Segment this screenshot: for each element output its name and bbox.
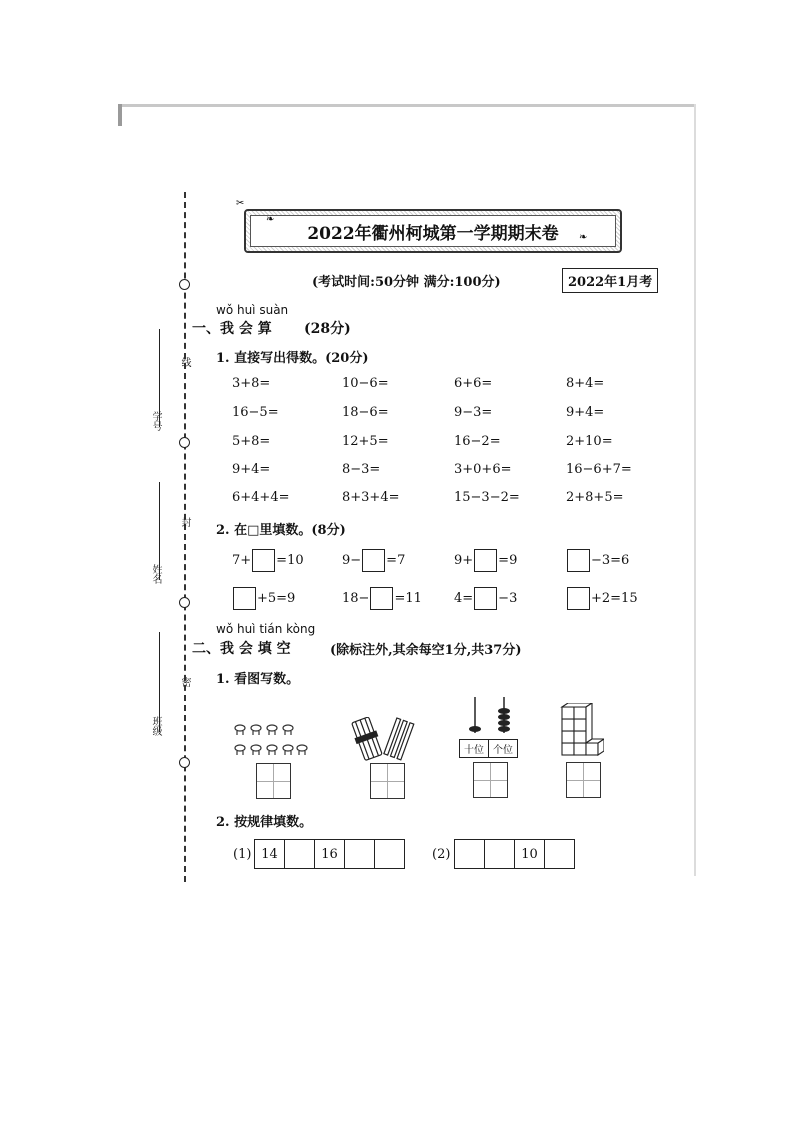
sticks-picture	[350, 717, 420, 761]
answer-box[interactable]	[370, 587, 393, 610]
q1-title: 1. 看图写数。	[216, 672, 300, 687]
calc-item: 6+4+4=	[232, 490, 290, 505]
calc-item: 12+5=	[342, 434, 389, 449]
exam-date-badge: 2022年1月考	[562, 268, 658, 293]
section1-pinyin: wǒ huì suàn	[216, 303, 289, 317]
bird-icon: ❧	[579, 232, 588, 243]
answer-grid[interactable]	[566, 762, 601, 798]
exam-info: (考试时间:50分钟 满分:100分)	[312, 275, 501, 290]
calc-item: 16−2=	[454, 434, 501, 449]
abacus-bead	[498, 714, 510, 720]
abacus-ones-label: 个位	[493, 745, 513, 756]
answer-box[interactable]	[474, 549, 497, 572]
fill-equation	[566, 549, 629, 572]
name-label: 姓名	[150, 564, 161, 584]
cube-icon	[586, 743, 598, 755]
animal-icon	[235, 745, 245, 755]
answer-box[interactable]	[233, 587, 256, 610]
calc-item: 16−6+7=	[566, 462, 632, 477]
calc-item: 9+4=	[566, 405, 605, 420]
margin-label-seal: 封	[179, 517, 190, 527]
sequence-cell-blank[interactable]	[345, 840, 375, 868]
equation-suffix: =9	[498, 553, 518, 568]
sequence-cell-blank[interactable]	[455, 840, 485, 868]
calc-item: 3+0+6=	[454, 462, 512, 477]
animal-icon	[283, 725, 293, 735]
sheet-corner	[118, 104, 122, 126]
cubes-picture	[558, 703, 604, 757]
sequence-cell-blank[interactable]	[285, 840, 315, 868]
animal-icon	[283, 745, 293, 755]
binding-hole	[179, 437, 190, 448]
sequence2-label: (2)	[432, 847, 451, 862]
answer-box[interactable]	[567, 587, 590, 610]
abacus-picture	[460, 693, 520, 739]
fill-equation	[342, 587, 422, 610]
animals-picture	[232, 718, 308, 760]
calc-item: 15−3−2=	[454, 490, 520, 505]
animal-icon	[251, 745, 261, 755]
calc-item: 18−6=	[342, 405, 389, 420]
fill-equation	[566, 587, 638, 610]
calc-item: 9+4=	[232, 462, 271, 477]
sequence-cell-blank[interactable]	[375, 840, 404, 868]
abacus-bead	[469, 726, 481, 732]
equation-suffix: +5=9	[257, 591, 296, 606]
calc-item: 8+3+4=	[342, 490, 400, 505]
equation-suffix: −3=6	[591, 553, 630, 568]
equation-prefix: 4=	[454, 591, 474, 606]
cube-icon	[562, 743, 574, 755]
equation-prefix: 9−	[342, 553, 362, 568]
equation-prefix: 9+	[454, 553, 474, 568]
title-banner	[244, 209, 622, 253]
equation-prefix: 18−	[342, 591, 370, 606]
calc-item: 9−3=	[454, 405, 493, 420]
scissors-icon: ✂	[236, 198, 245, 209]
sequence-cell-blank[interactable]	[545, 840, 574, 868]
student-no-label: 学号	[150, 411, 161, 431]
fill-equation	[232, 587, 295, 610]
equation-suffix: =10	[276, 553, 304, 568]
margin-label-line: 线	[179, 357, 190, 367]
equation-prefix: 7+	[232, 553, 252, 568]
answer-grid[interactable]	[256, 763, 291, 799]
section2-pinyin: wǒ huì tián kòng	[216, 622, 316, 636]
calc-item: 2+10=	[566, 434, 613, 449]
cube-icon	[574, 707, 586, 719]
animal-icon	[267, 745, 277, 755]
fill-equation	[232, 549, 304, 572]
q2-title: 2. 按规律填数。	[216, 815, 313, 830]
equation-suffix: =7	[386, 553, 406, 568]
equation-suffix: =11	[394, 591, 422, 606]
section2-note: (除标注外,其余每空1分,共37分)	[330, 643, 522, 658]
binding-dashed-line	[184, 192, 186, 882]
abacus-base	[459, 739, 518, 758]
sequence2-row	[454, 839, 575, 869]
answer-box[interactable]	[362, 549, 385, 572]
stick-bundle-icon	[350, 717, 384, 761]
cube-icon	[574, 719, 586, 731]
animal-icon	[251, 725, 261, 735]
animal-icon	[235, 725, 245, 735]
answer-box[interactable]	[567, 549, 590, 572]
animal-icon	[297, 745, 307, 755]
fill-equation	[454, 549, 517, 572]
q2-title: 2. 在□里填数。(8分)	[216, 523, 346, 538]
calc-item: 10−6=	[342, 376, 389, 391]
q1-title: 1. 直接写出得数。(20分)	[216, 351, 369, 366]
sequence-cell: 16	[315, 840, 345, 868]
answer-grid[interactable]	[473, 762, 508, 798]
abacus-tens-label: 十位	[460, 740, 489, 757]
cube-icon	[562, 731, 574, 743]
binding-hole	[179, 597, 190, 608]
calc-item: 6+6=	[454, 376, 493, 391]
fill-equation	[454, 587, 517, 610]
answer-box[interactable]	[474, 587, 497, 610]
margin-label-secret: 密	[179, 677, 190, 687]
answer-grid[interactable]	[370, 763, 405, 799]
cube-icon	[574, 731, 586, 743]
class-label: 班级	[150, 716, 161, 736]
calc-item: 8+4=	[566, 376, 605, 391]
calc-item: 2+8+5=	[566, 490, 624, 505]
animal-icon	[267, 725, 277, 735]
cube-icon	[562, 707, 574, 719]
cube-icon	[562, 719, 574, 731]
answer-box[interactable]	[252, 549, 275, 572]
section1-score: (28分)	[304, 321, 351, 337]
sheet-edge	[118, 104, 696, 107]
sequence-cell: 10	[515, 840, 545, 868]
abacus-bead	[498, 708, 510, 714]
sequence1-row	[254, 839, 405, 869]
abacus-bead	[498, 726, 510, 732]
abacus-bead	[498, 720, 510, 726]
calc-item: 5+8=	[232, 434, 271, 449]
binding-hole	[179, 757, 190, 768]
cube-side	[586, 703, 592, 743]
equation-suffix: −3	[498, 591, 518, 606]
sequence1-label: (1)	[233, 847, 252, 862]
fill-equation	[342, 549, 405, 572]
section1-heading: 一、我 会 算	[192, 321, 272, 337]
bird-icon: ❧	[266, 214, 275, 225]
sheet-edge	[694, 104, 696, 876]
calc-item: 8−3=	[342, 462, 381, 477]
binding-hole	[179, 279, 190, 290]
sequence-cell-blank[interactable]	[485, 840, 515, 868]
calc-item: 16−5=	[232, 405, 279, 420]
calc-item: 3+8=	[232, 376, 271, 391]
equation-suffix: +2=15	[591, 591, 638, 606]
cube-icon	[574, 743, 586, 755]
page-title: 2022年衢州柯城第一学期期末卷	[250, 215, 616, 247]
sequence-cell: 14	[255, 840, 285, 868]
section2-heading: 二、我 会 填 空	[192, 641, 291, 657]
